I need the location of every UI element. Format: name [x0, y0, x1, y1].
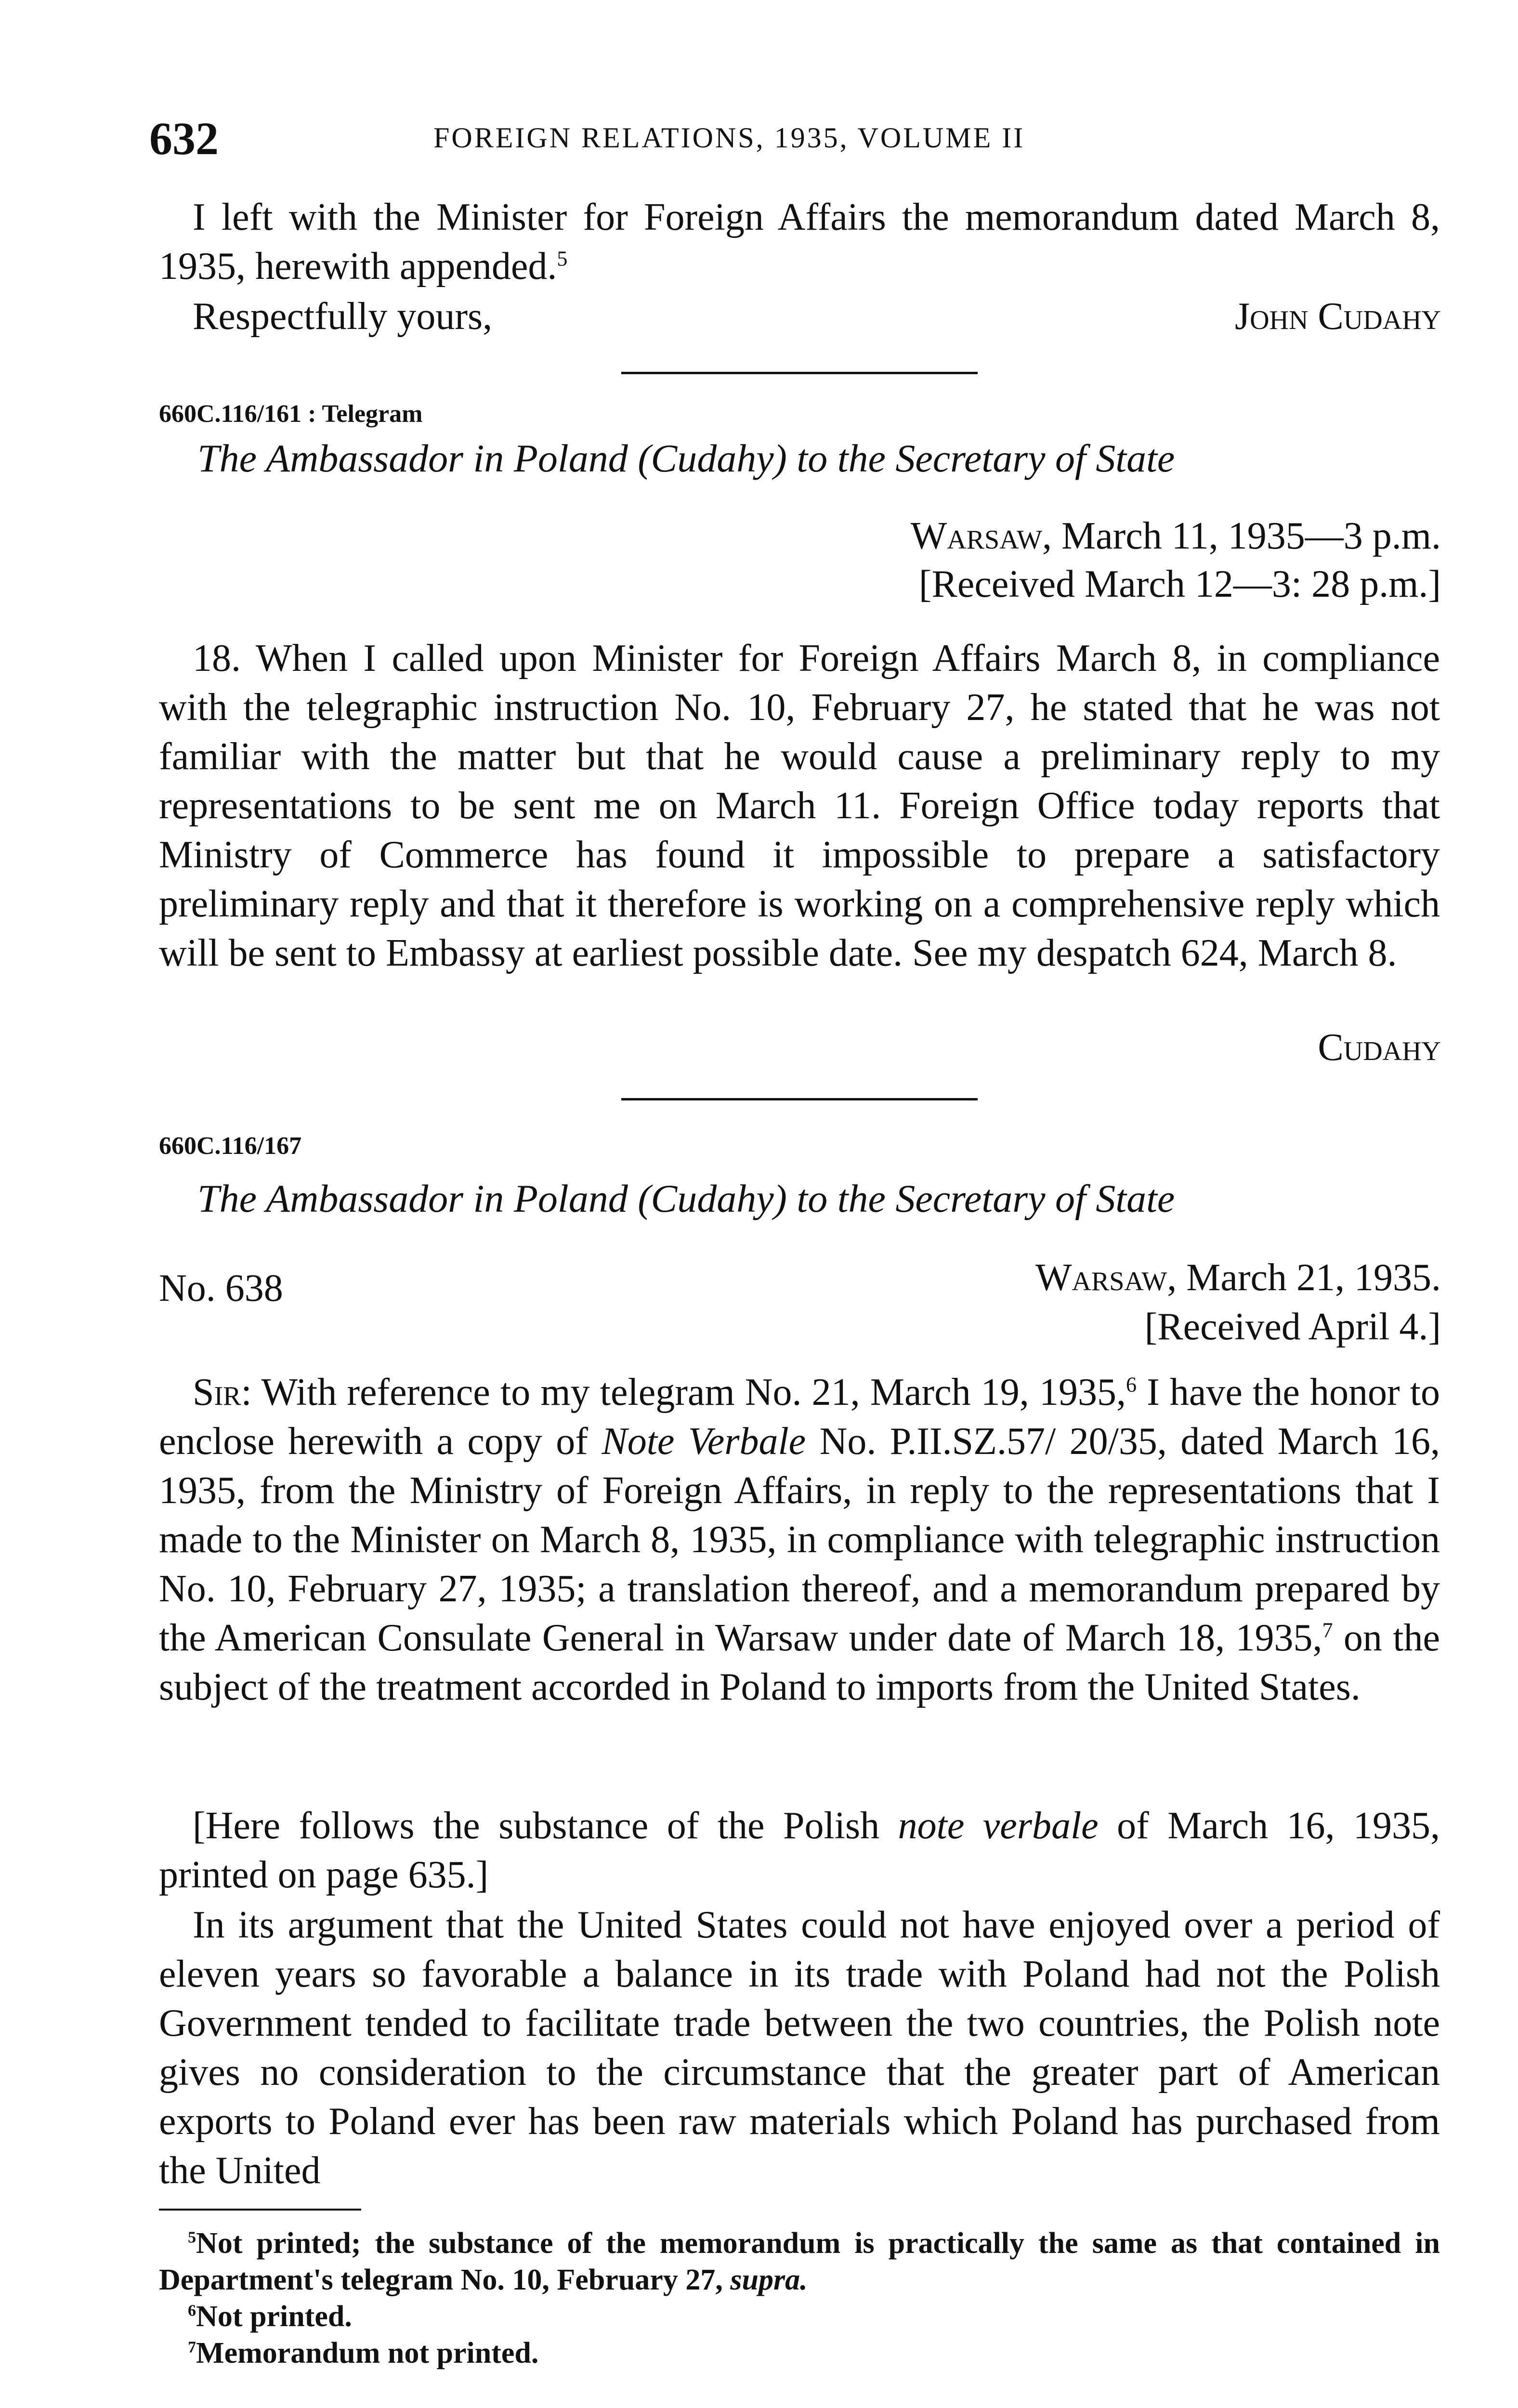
dateline — [911, 514, 1441, 558]
dateline-date: March 21, 1935. — [1186, 1256, 1441, 1299]
received-line: [Received April 4.] — [1144, 1306, 1441, 1348]
footnote-6-text: Not printed. — [196, 2300, 352, 2333]
footnotes — [159, 2225, 1440, 2371]
running-title: FOREIGN RELATIONS, 1935, VOLUME II — [433, 122, 1025, 154]
section-divider — [621, 1098, 978, 1100]
p2-part-b: of March 16, 1935, printed on page 635.] — [159, 1805, 1440, 1896]
note-verbale-term: Note Verbale — [602, 1420, 806, 1463]
footnote-mark-5: 5 — [188, 2228, 196, 2247]
footnote-5-supra: supra. — [730, 2264, 808, 2296]
p2-part-a: [Here follows the substance of the Polish — [193, 1805, 880, 1847]
despatch-paragraph-3: In its argument that the United States could not have enjoyed over a period of eleven years so favorable a balance in its trade with Poland had not the Polish Government tended to facilitate trade between the two countries, the Polish note gives no consideration to the circumstance that the greater part of American exports to Poland ever has been raw materials which Poland has purchased from the United — [159, 1904, 1440, 2192]
footnote-ref-5: 5 — [557, 247, 568, 271]
p1-part-d: on the subject of the treatment accorded in Poland to imports from the United States. — [159, 1617, 1440, 1708]
despatch-paragraph-2 — [159, 1801, 1440, 1899]
footnote-7-text: Memorandum not printed. — [196, 2337, 539, 2369]
despatch-number: No. 638 — [159, 1267, 283, 1309]
intro-paragraph — [159, 193, 1440, 291]
closing: Respectfully yours, — [193, 295, 493, 338]
file-id: 660C.116/167 — [159, 1132, 302, 1160]
telegram-body: 18. When I called upon Minister for Foreign Affairs March 8, in compliance with the telegraphic instruction No. 10, February 27, he stated that he was not familiar with the matter but that he would cause a preliminary reply to my representations to be sent me on March 11. Foreign Office today reports that Ministry of Commerce has found it impossible to prepare a satisfactory preliminary reply and that it therefore is working on a comprehensive reply which will be sent to Embassy at earliest possible date. See my despatch 624, March 8. — [159, 637, 1440, 974]
section-divider — [621, 372, 978, 374]
intro-text: I left with the Minister for Foreign Affairs the memorandum dated March 8, 1935, herewith appended. — [159, 196, 1440, 288]
p1-part-b: I have the honor to enclose herewith a copy of — [159, 1371, 1440, 1463]
footnote-5-text: Not printed; the substance of the memorandum is practically the same as that contained in Department's telegram No. 10, February 27, — [159, 2227, 1440, 2296]
running-head — [149, 112, 1257, 165]
telegram-signature: Cudahy — [1318, 1026, 1441, 1069]
dateline-place: Warsaw, — [1035, 1256, 1177, 1299]
dateline-date: March 11, 1935—3 p.m. — [1061, 515, 1441, 557]
document-title: The Ambassador in Poland (Cudahy) to the Secretary of State — [197, 1177, 1175, 1220]
footnote-mark-7: 7 — [188, 2338, 196, 2356]
footnote-6 — [159, 2298, 1440, 2335]
footnote-5 — [159, 2225, 1440, 2298]
salutation: Sir: — [193, 1371, 252, 1413]
footnote-7 — [159, 2335, 1440, 2371]
footnote-ref-7: 7 — [1322, 1618, 1333, 1642]
despatch-paragraph-1 — [159, 1368, 1440, 1712]
footnote-rule — [159, 2209, 361, 2211]
document-title: The Ambassador in Poland (Cudahy) to the Secretary of State — [197, 436, 1175, 480]
intro-signature: John Cudahy — [1234, 295, 1441, 338]
footnote-mark-6: 6 — [188, 2302, 196, 2320]
note-verbale-term: note verbale — [898, 1805, 1099, 1847]
p1-part-a: With reference to my telegram No. 21, March 19, 1935, — [261, 1371, 1126, 1413]
page-number: 632 — [149, 113, 219, 164]
file-id: 660C.116/161 : Telegram — [159, 400, 423, 428]
received-line: [Received March 12—3: 28 p.m.] — [918, 563, 1441, 605]
footnote-ref-6: 6 — [1125, 1373, 1137, 1397]
dateline — [1035, 1256, 1441, 1300]
dateline-place: Warsaw, — [910, 515, 1052, 557]
p1-part-c: No. P.II.SZ.57/ 20/35, dated March 16, 1935, from the Ministry of Foreign Affairs, in reply to the representations that I made to the Minister on March 8, 1935, in compliance with telegraphic instruction No. 10, February 27, 1935; a translation thereof, and a memorandum prepared by the American Consulate General in Warsaw under date of March 18, 1935, — [159, 1420, 1440, 1659]
